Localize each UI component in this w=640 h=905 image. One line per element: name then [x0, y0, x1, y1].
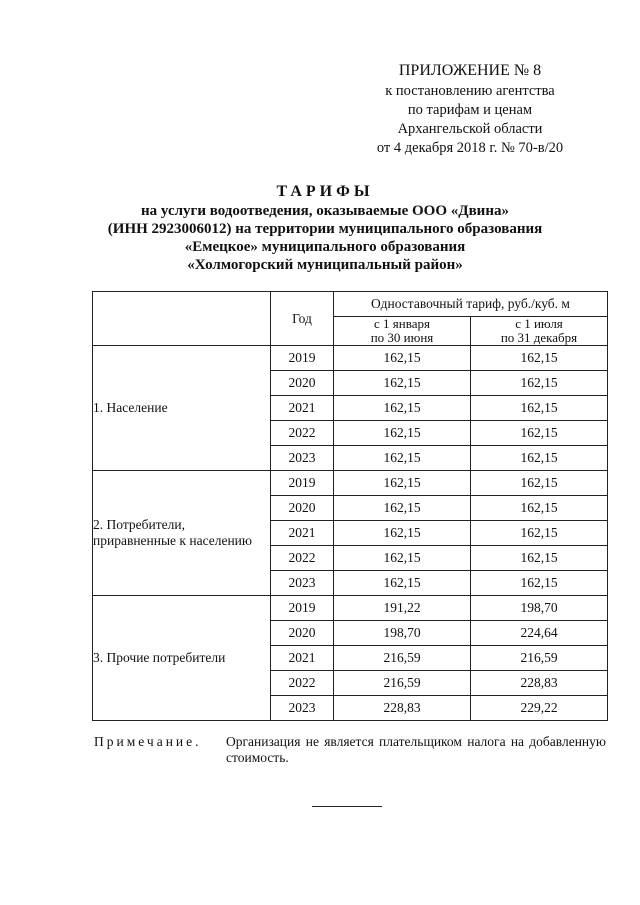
- note-block: [94, 734, 606, 766]
- year-cell: 2021: [271, 646, 334, 671]
- table-row: [93, 346, 608, 371]
- tariff-h2-cell: 162,15: [471, 521, 608, 546]
- appendix-title: ПРИЛОЖЕНИЕ № 8: [398, 62, 542, 79]
- tariff-h2-cell: 229,22: [471, 696, 608, 721]
- tariff-h2-cell: 162,15: [471, 421, 608, 446]
- tariff-h1-cell: 162,15: [334, 396, 471, 421]
- tariff-h1-cell: 162,15: [334, 521, 471, 546]
- period-2-line-1: с 1 июля: [515, 316, 563, 331]
- table-header-row: [93, 292, 608, 317]
- appendix-line-1: к постановлению агентства: [385, 83, 555, 99]
- note-label: Примечание.: [94, 734, 202, 749]
- tariff-h1-cell: 162,15: [334, 571, 471, 596]
- note-text: Организация не является плательщиком налога на добавленную стоимость.: [226, 734, 606, 765]
- tariff-h2-cell: 162,15: [471, 371, 608, 396]
- tariff-table: [92, 291, 608, 721]
- table-row: [93, 471, 608, 496]
- appendix-line-2: по тарифам и ценам: [407, 102, 533, 118]
- document-heading: [80, 183, 570, 274]
- period-1-line-1: с 1 января: [374, 316, 430, 331]
- category-header-cell: [93, 292, 271, 346]
- year-cell: 2023: [271, 571, 334, 596]
- heading-line-2: (ИНН 2923006012) на территории муниципального образования: [107, 221, 543, 237]
- year-cell: 2023: [271, 696, 334, 721]
- tariff-h2-cell: 228,83: [471, 671, 608, 696]
- category-equated-consumers: [93, 471, 271, 596]
- tariff-h2-cell: 162,15: [471, 471, 608, 496]
- tariff-h1-cell: 228,83: [334, 696, 471, 721]
- table-row: [93, 596, 608, 621]
- tariff-h2-cell: 162,15: [471, 446, 608, 471]
- tariff-h2-cell: 162,15: [471, 496, 608, 521]
- tariff-h1-cell: 216,59: [334, 646, 471, 671]
- category-equated-line-1: 2. Потребители,: [93, 517, 185, 532]
- tariff-h1-cell: 198,70: [334, 621, 471, 646]
- tariff-h1-cell: 216,59: [334, 671, 471, 696]
- tariff-h2-cell: 162,15: [471, 396, 608, 421]
- tariff-h2-cell: 224,64: [471, 621, 608, 646]
- year-cell: 2022: [271, 421, 334, 446]
- period-1-line-2: по 30 июня: [370, 330, 434, 345]
- period-1-header: [334, 317, 471, 346]
- period-2-header: [471, 317, 608, 346]
- year-cell: 2021: [271, 521, 334, 546]
- year-cell: 2023: [271, 446, 334, 471]
- tariff-header: Одноставочный тариф, руб./куб. м: [334, 292, 608, 317]
- year-cell: 2022: [271, 546, 334, 571]
- heading-line-3: «Емецкое» муниципального образования: [184, 239, 466, 255]
- year-cell: 2020: [271, 621, 334, 646]
- year-header: Год: [271, 292, 334, 346]
- heading-line-1: на услуги водоотведения, оказываемые ООО «Двина»: [141, 203, 509, 219]
- year-cell: 2022: [271, 671, 334, 696]
- tariff-h2-cell: 162,15: [471, 571, 608, 596]
- tariff-h1-cell: 191,22: [334, 596, 471, 621]
- closing-line: [312, 806, 382, 807]
- year-cell: 2019: [271, 346, 334, 371]
- period-2-line-2: по 31 декабря: [500, 330, 578, 345]
- document-title: ТАРИФЫ: [276, 183, 374, 200]
- tariff-h1-cell: 162,15: [334, 546, 471, 571]
- tariff-h1-cell: 162,15: [334, 471, 471, 496]
- year-cell: 2019: [271, 471, 334, 496]
- category-equated-line-2: приравненные к населению: [93, 533, 252, 548]
- tariff-h1-cell: 162,15: [334, 346, 471, 371]
- appendix-line-4: от 4 декабря 2018 г. № 70-в/20: [376, 140, 564, 156]
- tariff-h2-cell: 198,70: [471, 596, 608, 621]
- category-other-consumers: 3. Прочие потребители: [93, 596, 271, 721]
- year-cell: 2020: [271, 496, 334, 521]
- category-population: 1. Население: [93, 346, 271, 471]
- tariff-h2-cell: 216,59: [471, 646, 608, 671]
- appendix-block: [340, 60, 600, 158]
- tariff-h2-cell: 162,15: [471, 346, 608, 371]
- heading-line-4: «Холмогорский муниципальный район»: [187, 257, 463, 273]
- tariff-h1-cell: 162,15: [334, 496, 471, 521]
- year-cell: 2020: [271, 371, 334, 396]
- tariff-h1-cell: 162,15: [334, 371, 471, 396]
- tariff-h1-cell: 162,15: [334, 446, 471, 471]
- year-cell: 2019: [271, 596, 334, 621]
- year-cell: 2021: [271, 396, 334, 421]
- tariff-h2-cell: 162,15: [471, 546, 608, 571]
- appendix-line-3: Архангельской области: [397, 121, 543, 137]
- tariff-h1-cell: 162,15: [334, 421, 471, 446]
